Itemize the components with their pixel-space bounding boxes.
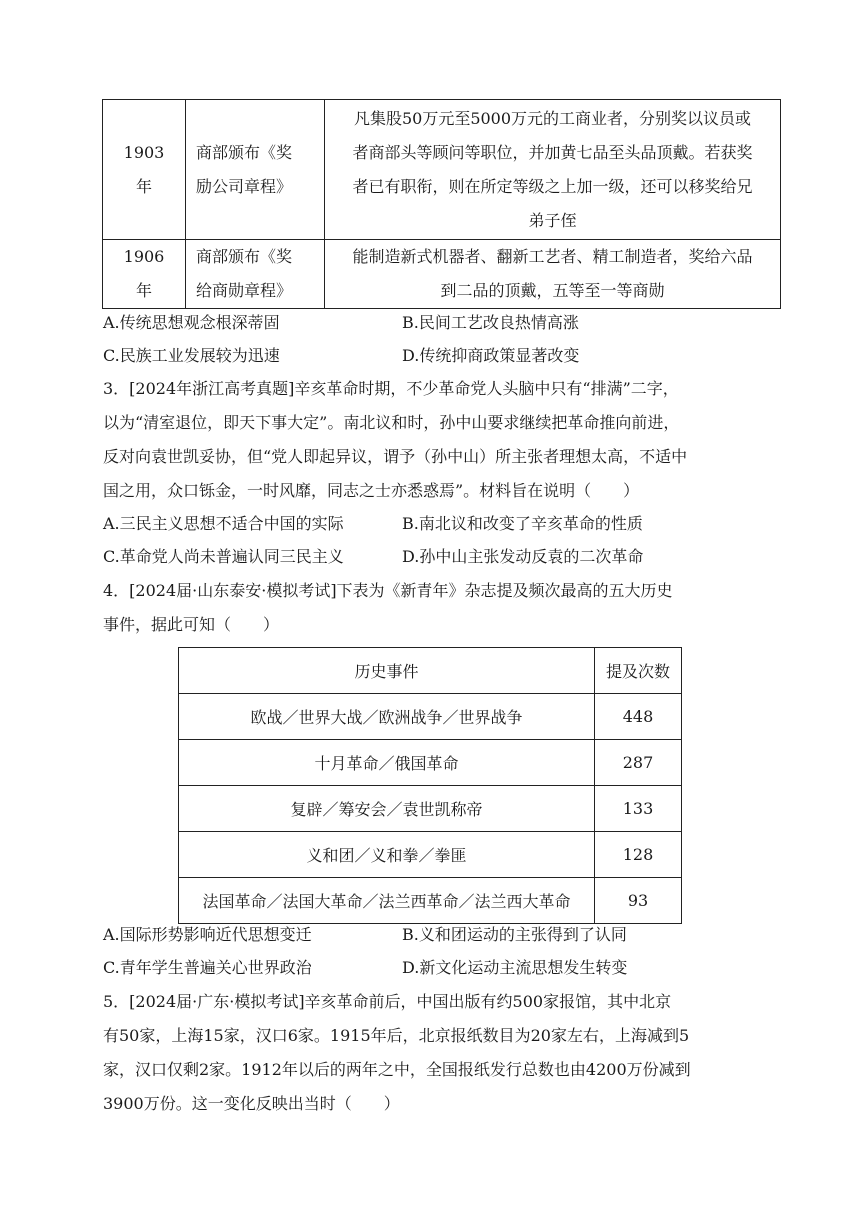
table-row [179, 740, 682, 786]
event-name-cell: 复辟／筹安会／袁世凯称帝 [179, 786, 595, 832]
event-name-cell: 欧战／世界大战／欧洲战争／世界战争 [179, 694, 595, 740]
q2-option-d[interactable]: D.传统抑商政策显著改变 [402, 346, 580, 365]
count-cell: 448 [595, 694, 682, 740]
q4-option-b[interactable]: B.义和团运动的主张得到了认同 [402, 925, 627, 944]
event-cell: 商部颁布《奖 励公司章程》 [186, 100, 325, 240]
table-row [179, 878, 682, 924]
table-header-row [179, 648, 682, 694]
count-cell: 93 [595, 878, 682, 924]
q5-stem-line: 有50家，上海15家，汉口6家。1915年后，北京报纸数目为20家左右，上海减到5 [103, 1026, 690, 1045]
q3-option-c[interactable]: C.革命党人尚未普遍认同三民主义 [103, 547, 344, 566]
q3-option-b[interactable]: B.南北议和改变了辛亥革命的性质 [402, 514, 643, 533]
year-cell: 1903 年 [103, 100, 186, 240]
q2-option-c[interactable]: C.民族工业发展较为迅速 [103, 346, 280, 365]
q5-stem-line: 3900万份。这一变化反映出当时（ ） [103, 1094, 400, 1113]
events-table [178, 647, 682, 924]
table-row [103, 100, 781, 240]
q4-option-a[interactable]: A.国际形势影响近代思想变迁 [103, 925, 312, 944]
header-event: 历史事件 [179, 648, 595, 694]
q2-option-b[interactable]: B.民间工艺改良热情高涨 [402, 313, 579, 332]
description-cell: 凡集股50万元至5000万元的工商业者，分别奖以议员或 者商部头等顾问等职位，并加黄七品至头品顶戴。若获奖 者已有职衔，则在所定等级之上加一级，还可以移奖给兄 弟子侄 [325, 100, 781, 240]
q3-stem-line: 反对向袁世凯妥协，但“党人即起异议，谓予（孙中山）所主张者理想太高，不适中 [103, 447, 688, 466]
event-name-cell: 义和团／义和拳／拳匪 [179, 832, 595, 878]
table-row [179, 786, 682, 832]
count-cell: 128 [595, 832, 682, 878]
q4-stem-line: 4．[2024届·山东泰安·模拟考试]下表为《新青年》杂志提及频次最高的五大历史 [103, 581, 673, 600]
q5-stem-line: 5．[2024届·广东·模拟考试]辛亥革命前后，中国出版有约500家报馆，其中北京 [103, 992, 672, 1011]
description-cell: 能制造新式机器者、翻新工艺者、精工制造者，奖给六品 到二品的顶戴，五等至一等商勋 [325, 240, 781, 309]
header-count: 提及次数 [595, 648, 682, 694]
q3-option-a[interactable]: A.三民主义思想不适合中国的实际 [103, 514, 344, 533]
table-row [103, 240, 781, 309]
q4-option-d[interactable]: D.新文化运动主流思想发生转变 [402, 958, 628, 977]
count-cell: 133 [595, 786, 682, 832]
q3-stem-line: 以为“清室退位，即天下事大定”。南北议和时，孙中山要求继续把革命推向前进， [103, 413, 680, 432]
q3-option-d[interactable]: D.孙中山主张发动反袁的二次革命 [402, 547, 644, 566]
q5-stem-line: 家，汉口仅剩2家。1912年以后的两年之中，全国报纸发行总数也由4200万份减到 [103, 1060, 691, 1079]
table-row [179, 694, 682, 740]
q4-option-c[interactable]: C.青年学生普遍关心世界政治 [103, 958, 312, 977]
table-row [179, 832, 682, 878]
year-cell: 1906 年 [103, 240, 186, 309]
q2-option-a[interactable]: A.传统思想观念根深蒂固 [103, 313, 280, 332]
q4-stem-line: 事件，据此可知（ ） [103, 615, 280, 634]
q3-stem-line: 3．[2024年浙江高考真题]辛亥革命时期，不少革命党人头脑中只有“排满”二字， [103, 379, 679, 398]
reward-table [102, 99, 781, 309]
event-name-cell: 十月革命／俄国革命 [179, 740, 595, 786]
event-cell: 商部颁布《奖 给商勋章程》 [186, 240, 325, 309]
count-cell: 287 [595, 740, 682, 786]
q3-stem-line: 国之用，众口铄金，一时风靡，同志之士亦悉惑焉”。材料旨在说明（ ） [103, 481, 640, 500]
event-name-cell: 法国革命／法国大革命／法兰西革命／法兰西大革命 [179, 878, 595, 924]
